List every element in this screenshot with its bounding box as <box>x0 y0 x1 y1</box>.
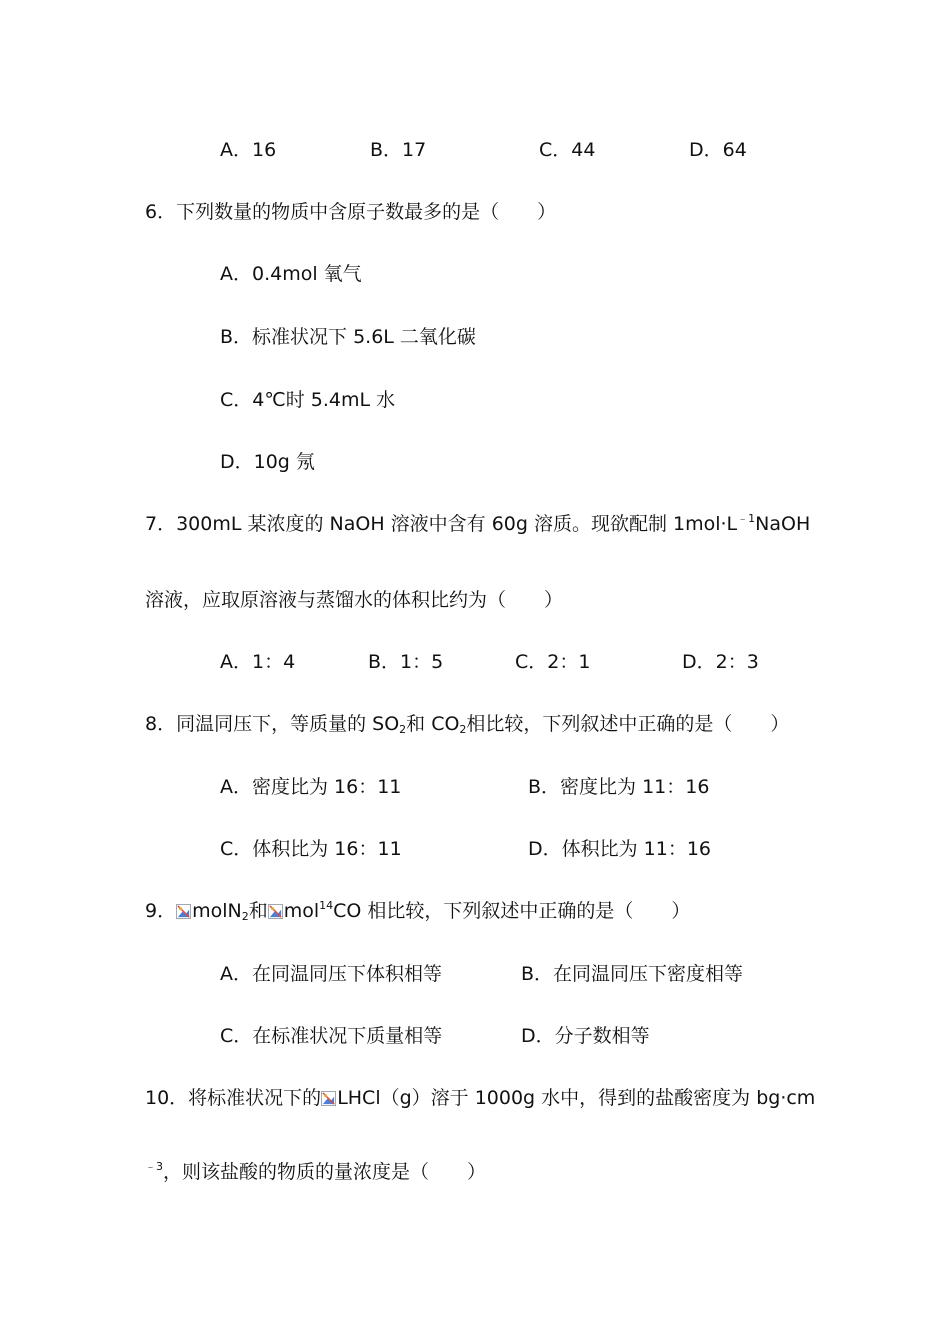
q8-option-b: B．密度比为 11：16 <box>528 776 710 798</box>
q9-option-b: B．在同温同压下密度相等 <box>521 963 744 985</box>
q7-option-b: B．1：5 <box>368 651 444 673</box>
broken-image-icon <box>321 1091 336 1106</box>
q9-part4: CO 相比较，下列叙述中正确的是（ ） <box>333 900 691 922</box>
q8-stem-part-c: 相比较，下列叙述中正确的是（ ） <box>466 713 790 735</box>
q10-unit-superscript: ﹣3 <box>145 1160 163 1173</box>
q7-stem-text: 7．300mL 某浓度的 NaOH 溶液中含有 60g 溶质。现欲配制 1mol·L <box>145 513 738 535</box>
q6-option-c: C．4℃时 5.4mL 水 <box>220 389 396 411</box>
q8-stem-part-a: 8．同温同压下，等质量的 SO <box>145 713 400 735</box>
q5-option-b: B．17 <box>370 139 427 161</box>
q5-option-a: A．16 <box>220 139 277 161</box>
q8-so2-subscript: 2 <box>399 723 407 736</box>
q9-option-c: C．在标准状况下质量相等 <box>220 1025 443 1047</box>
q9-option-a: A．在同温同压下体积相等 <box>220 963 442 985</box>
q8-stem <box>145 712 789 736</box>
broken-image-icon <box>268 904 283 919</box>
q6-option-a: A．0.4mol 氧气 <box>220 263 362 285</box>
q6-stem: 6．下列数量的物质中含原子数最多的是（ ） <box>145 201 557 223</box>
q10-stem-line1 <box>145 1086 815 1110</box>
q10-stem-part-a: 10．将标准状况下的 <box>145 1087 322 1109</box>
q8-co2-subscript: 2 <box>459 723 467 736</box>
q6-option-d: D．10g 氖 <box>220 451 315 473</box>
q9-option-d: D．分子数相等 <box>521 1025 650 1047</box>
q9-part1: molN <box>192 900 242 922</box>
q8-option-d: D．体积比为 11：16 <box>528 838 712 860</box>
q7-stem-superscript: ﹣1 <box>737 512 756 525</box>
q7-stem-line1 <box>145 512 810 536</box>
q6-option-b: B．标准状况下 5.6L 二氧化碳 <box>220 326 476 348</box>
broken-image-icon <box>176 904 191 919</box>
q9-part3: mol <box>283 900 320 922</box>
q8-stem-part-b: 和 CO <box>406 713 460 735</box>
q10-stem-line2-text: ，则该盐酸的物质的量浓度是（ ） <box>163 1161 487 1183</box>
q8-option-a: A．密度比为 16：11 <box>220 776 402 798</box>
q9-stem <box>145 899 690 923</box>
q9-n2-subscript: 2 <box>241 910 249 923</box>
q9-isotope-superscript: 14 <box>319 899 334 912</box>
q5-option-d: D．64 <box>689 139 747 161</box>
q7-option-c: C．2：1 <box>515 651 591 673</box>
q7-option-a: A．1：4 <box>220 651 296 673</box>
q5-option-c: C．44 <box>539 139 596 161</box>
q7-stem-line2: 溶液，应取原溶液与蒸馏水的体积比约为（ ） <box>145 589 564 611</box>
q8-option-c: C．体积比为 16：11 <box>220 838 402 860</box>
q9-part2: 和 <box>248 900 268 922</box>
q9-number: 9． <box>145 900 177 922</box>
q7-stem-tail: NaOH <box>755 513 811 535</box>
q10-stem-part-b: LHCl（g）溶于 1000g 水中，得到的盐酸密度为 bg·cm <box>337 1087 816 1109</box>
q7-option-d: D．2：3 <box>682 651 759 673</box>
q10-stem-line2 <box>145 1160 486 1184</box>
